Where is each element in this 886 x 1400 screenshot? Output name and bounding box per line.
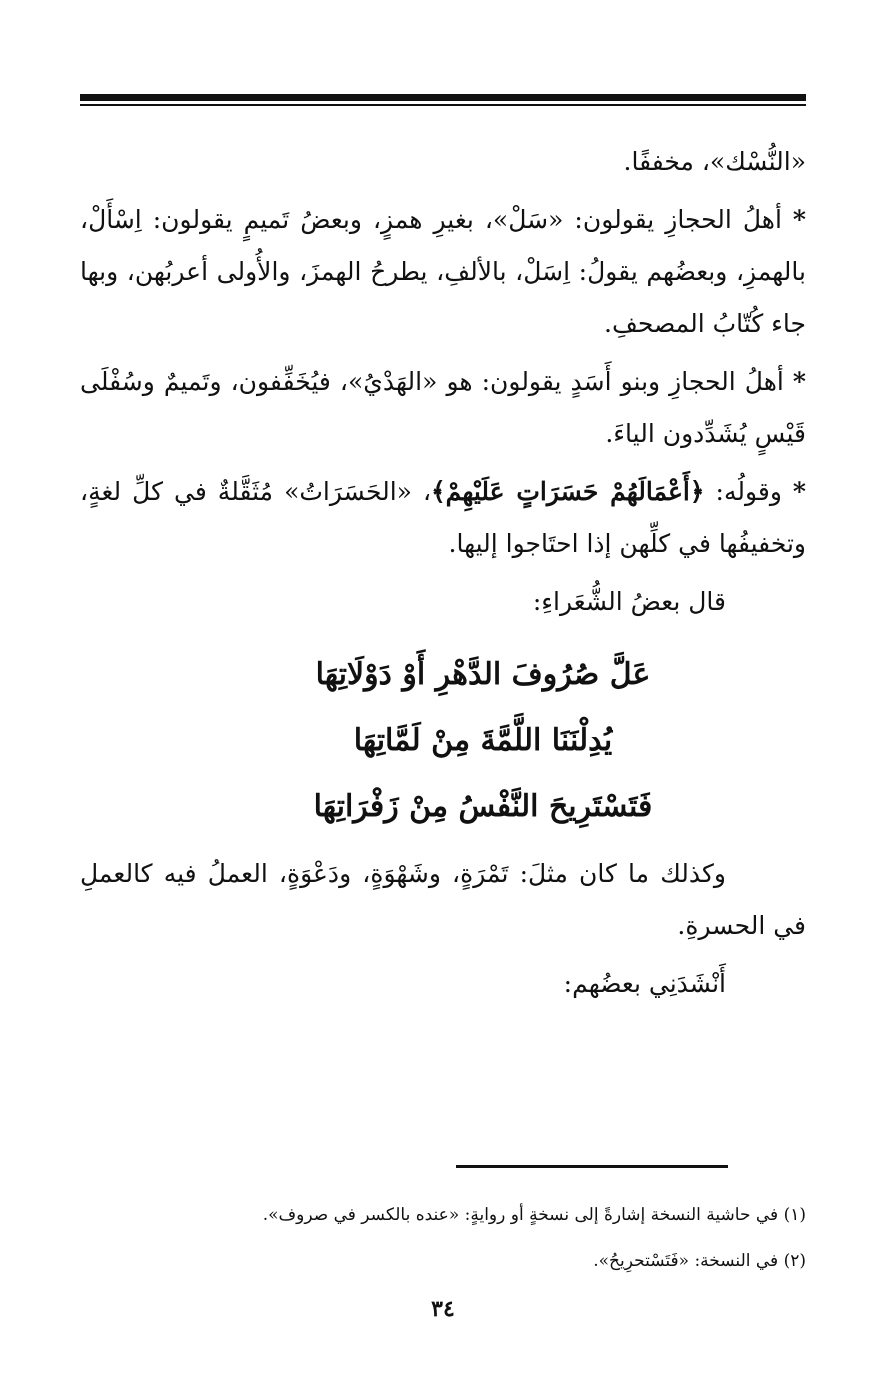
paragraph-6-text: وكذلك ما كان مثلَ: تَمْرَةٍ، وشَهْوَةٍ، ودَعْوَةٍ، العملُ فيه كالعملِ في الحسرةِ. (80, 859, 806, 940)
poem-verses (80, 642, 806, 840)
header-rule-thick (80, 94, 806, 101)
footnote-2: (٢) في النسخة: «فَتَسْتحرِيحُ». (593, 1251, 806, 1271)
recited-intro: أَنْشَدَنِي بعضُهم: (563, 969, 726, 998)
verse-line-2: يُدِلْنَنَا اللَّمَّةَ مِنْ لَمَّاتِهَا (353, 723, 613, 758)
entry-star-marker: * (792, 367, 806, 396)
verse-line-1: عَلَّ صُرُوفَ الدَّهْرِ أَوْ دَوْلَاتِهَا (315, 657, 651, 692)
paragraph-4-text-a: وقولُه: (704, 477, 793, 506)
header-rule-thin (80, 104, 806, 106)
paragraph-4 (80, 466, 806, 570)
paragraph-7 (80, 958, 806, 1010)
page-number: ٣٤ (431, 1296, 455, 1322)
footnotes (80, 1192, 806, 1284)
entry-star-marker: * (792, 477, 806, 506)
quran-quote: ﴿أَعْمَالَهُمْ حَسَرَاتٍ عَلَيْهِمْ﴾ (431, 477, 705, 506)
paragraph-1 (80, 136, 806, 188)
paragraph-2-text: أهلُ الحجازِ يقولون: «سَلْ»، بغيرِ همزٍ، وبعضُ تَميمٍ يقولون: اِسْأَلْ، بالهمزِ، وبعضُهم يقولُ: اِسَلْ، بالألفِ، يطرحُ الهمزَ، والأُولى أعربُهن، وبها جاء كُتّابُ المصحفِ. (80, 205, 806, 338)
footnote-separator (456, 1165, 728, 1168)
paragraph-6 (80, 848, 806, 952)
paragraph-4-text-b: ، «الحَسَرَاتُ» مُثَقَّلةٌ في كلِّ لغةٍ، وتخفيفُها في كلِّهن إذا احتَاجوا إليها. (80, 477, 806, 558)
paragraph-3-text: أهلُ الحجازِ وبنو أَسَدٍ يقولون: هو «الهَدْيُ»، فيُخَفِّفون، وتَميمٌ وسُفْلَى قَيْسٍ يُشَدِّدون الياءَ. (80, 367, 806, 448)
paragraph-3 (80, 356, 806, 460)
paragraph-2 (80, 194, 806, 350)
main-text (80, 136, 806, 1016)
paragraph-1-text: «النُّسْك»، مخففًا. (623, 147, 806, 176)
entry-star-marker: * (792, 205, 806, 234)
paragraph-5 (80, 576, 806, 628)
verse-line-3: فَتَسْتَرِيحَ النَّفْسُ مِنْ زَفْرَاتِهَا (313, 789, 653, 824)
footnote-1: (١) في حاشية النسخة إشارةً إلى نسخةٍ أو روايةٍ: «عنده بالكسر في صروف». (262, 1205, 806, 1225)
poet-intro: قال بعضُ الشُّعَراءِ: (532, 587, 726, 616)
